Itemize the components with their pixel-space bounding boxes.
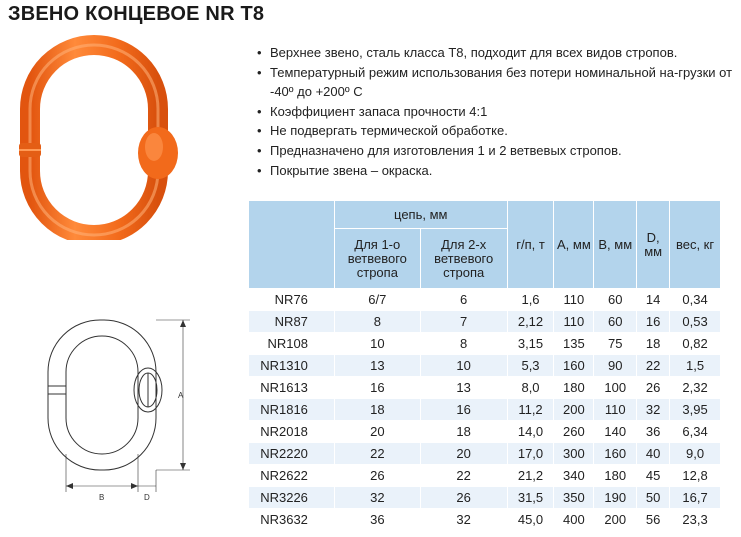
cell-b: 190 <box>594 487 637 509</box>
cell-a: 180 <box>554 377 594 399</box>
cell-model: NR2622 <box>249 465 335 487</box>
cell-a: 350 <box>554 487 594 509</box>
cell-chain-1: 20 <box>334 421 420 443</box>
cell-chain-2: 13 <box>420 377 507 399</box>
cell-model: NR1310 <box>249 355 335 377</box>
table-row <box>249 487 721 509</box>
cell-d: 36 <box>637 421 670 443</box>
table-row <box>249 333 721 355</box>
cell-a: 110 <box>554 289 594 311</box>
spec-table <box>248 200 721 531</box>
table-row <box>249 355 721 377</box>
header-model <box>249 201 335 289</box>
cell-d: 56 <box>637 509 670 531</box>
header-chain: цепь, мм <box>334 201 507 229</box>
master-link-image <box>18 35 193 240</box>
feature-item: • Коэффициент запаса прочности 4:1 <box>257 102 737 122</box>
cell-weight: 2,32 <box>670 377 721 399</box>
cell-weight: 0,53 <box>670 311 721 333</box>
cell-a: 135 <box>554 333 594 355</box>
cell-model: NR76 <box>249 289 335 311</box>
cell-gp: 5,3 <box>507 355 554 377</box>
cell-chain-1: 8 <box>334 311 420 333</box>
cell-model: NR1613 <box>249 377 335 399</box>
cell-model: NR3226 <box>249 487 335 509</box>
cell-chain-1: 16 <box>334 377 420 399</box>
cell-gp: 1,6 <box>507 289 554 311</box>
cell-chain-1: 22 <box>334 443 420 465</box>
cell-weight: 1,5 <box>670 355 721 377</box>
cell-model: NR108 <box>249 333 335 355</box>
table-row <box>249 465 721 487</box>
cell-a: 260 <box>554 421 594 443</box>
technical-drawing <box>28 310 218 510</box>
cell-gp: 3,15 <box>507 333 554 355</box>
cell-b: 60 <box>594 289 637 311</box>
table-row <box>249 509 721 531</box>
cell-a: 340 <box>554 465 594 487</box>
header-branch2: Для 2-х ветвевого стропа <box>420 229 507 289</box>
cell-weight: 6,34 <box>670 421 721 443</box>
cell-b: 75 <box>594 333 637 355</box>
cell-gp: 14,0 <box>507 421 554 443</box>
cell-weight: 9,0 <box>670 443 721 465</box>
cell-chain-1: 18 <box>334 399 420 421</box>
cell-chain-2: 10 <box>420 355 507 377</box>
cell-d: 32 <box>637 399 670 421</box>
cell-chain-2: 20 <box>420 443 507 465</box>
cell-weight: 16,7 <box>670 487 721 509</box>
header-gp: г/п, т <box>507 201 554 289</box>
header-d: D, мм <box>637 201 670 289</box>
cell-chain-1: 10 <box>334 333 420 355</box>
cell-gp: 2,12 <box>507 311 554 333</box>
cell-chain-2: 26 <box>420 487 507 509</box>
cell-chain-2: 16 <box>420 399 507 421</box>
cell-model: NR2018 <box>249 421 335 443</box>
cell-b: 200 <box>594 509 637 531</box>
cell-chain-2: 22 <box>420 465 507 487</box>
cell-b: 160 <box>594 443 637 465</box>
cell-a: 110 <box>554 311 594 333</box>
cell-b: 60 <box>594 311 637 333</box>
cell-model: NR87 <box>249 311 335 333</box>
cell-chain-1: 36 <box>334 509 420 531</box>
page-title: ЗВЕНО КОНЦЕВОЕ NR T8 <box>8 3 265 25</box>
cell-d: 22 <box>637 355 670 377</box>
cell-b: 180 <box>594 465 637 487</box>
cell-weight: 12,8 <box>670 465 721 487</box>
cell-d: 45 <box>637 465 670 487</box>
cell-chain-2: 32 <box>420 509 507 531</box>
cell-gp: 31,5 <box>507 487 554 509</box>
table-row <box>249 289 721 311</box>
cell-model: NR3632 <box>249 509 335 531</box>
feature-item: • Температурный режим использования без потери номинальной на-грузки от -40º до +200º С <box>257 63 737 102</box>
cell-d: 50 <box>637 487 670 509</box>
cell-chain-2: 8 <box>420 333 507 355</box>
cell-a: 160 <box>554 355 594 377</box>
feature-item: • Предназначено для изготовления 1 и 2 ветвевых стропов. <box>257 141 737 161</box>
cell-b: 110 <box>594 399 637 421</box>
table-row <box>249 421 721 443</box>
cell-gp: 21,2 <box>507 465 554 487</box>
header-a: A, мм <box>554 201 594 289</box>
cell-chain-1: 13 <box>334 355 420 377</box>
dim-a-label: A <box>178 391 184 400</box>
feature-item: • Не подвергать термической обработке. <box>257 121 737 141</box>
header-b: B, мм <box>594 201 637 289</box>
cell-gp: 45,0 <box>507 509 554 531</box>
dim-b-label: B <box>99 493 105 502</box>
feature-list <box>257 43 737 180</box>
cell-weight: 23,3 <box>670 509 721 531</box>
cell-gp: 17,0 <box>507 443 554 465</box>
table-row <box>249 311 721 333</box>
cell-weight: 3,95 <box>670 399 721 421</box>
cell-d: 40 <box>637 443 670 465</box>
header-weight: вес, кг <box>670 201 721 289</box>
cell-chain-2: 6 <box>420 289 507 311</box>
cell-a: 300 <box>554 443 594 465</box>
header-branch1: Для 1-о ветвевого стропа <box>334 229 420 289</box>
cell-d: 16 <box>637 311 670 333</box>
cell-b: 140 <box>594 421 637 443</box>
cell-d: 18 <box>637 333 670 355</box>
cell-a: 200 <box>554 399 594 421</box>
cell-b: 90 <box>594 355 637 377</box>
cell-d: 14 <box>637 289 670 311</box>
table-row <box>249 399 721 421</box>
table-row <box>249 377 721 399</box>
dim-d-label: D <box>144 493 150 502</box>
cell-model: NR2220 <box>249 443 335 465</box>
cell-chain-1: 26 <box>334 465 420 487</box>
cell-b: 100 <box>594 377 637 399</box>
cell-chain-2: 7 <box>420 311 507 333</box>
feature-item: • Верхнее звено, сталь класса Т8, подходит для всех видов стропов. <box>257 43 737 63</box>
cell-chain-1: 32 <box>334 487 420 509</box>
table-row <box>249 443 721 465</box>
cell-gp: 8,0 <box>507 377 554 399</box>
cell-chain-1: 6/7 <box>334 289 420 311</box>
cell-a: 400 <box>554 509 594 531</box>
feature-item: • Покрытие звена – окраска. <box>257 161 737 181</box>
cell-weight: 0,34 <box>670 289 721 311</box>
spec-table-body <box>249 289 721 531</box>
cell-gp: 11,2 <box>507 399 554 421</box>
cell-model: NR1816 <box>249 399 335 421</box>
cell-weight: 0,82 <box>670 333 721 355</box>
cell-chain-2: 18 <box>420 421 507 443</box>
cell-d: 26 <box>637 377 670 399</box>
